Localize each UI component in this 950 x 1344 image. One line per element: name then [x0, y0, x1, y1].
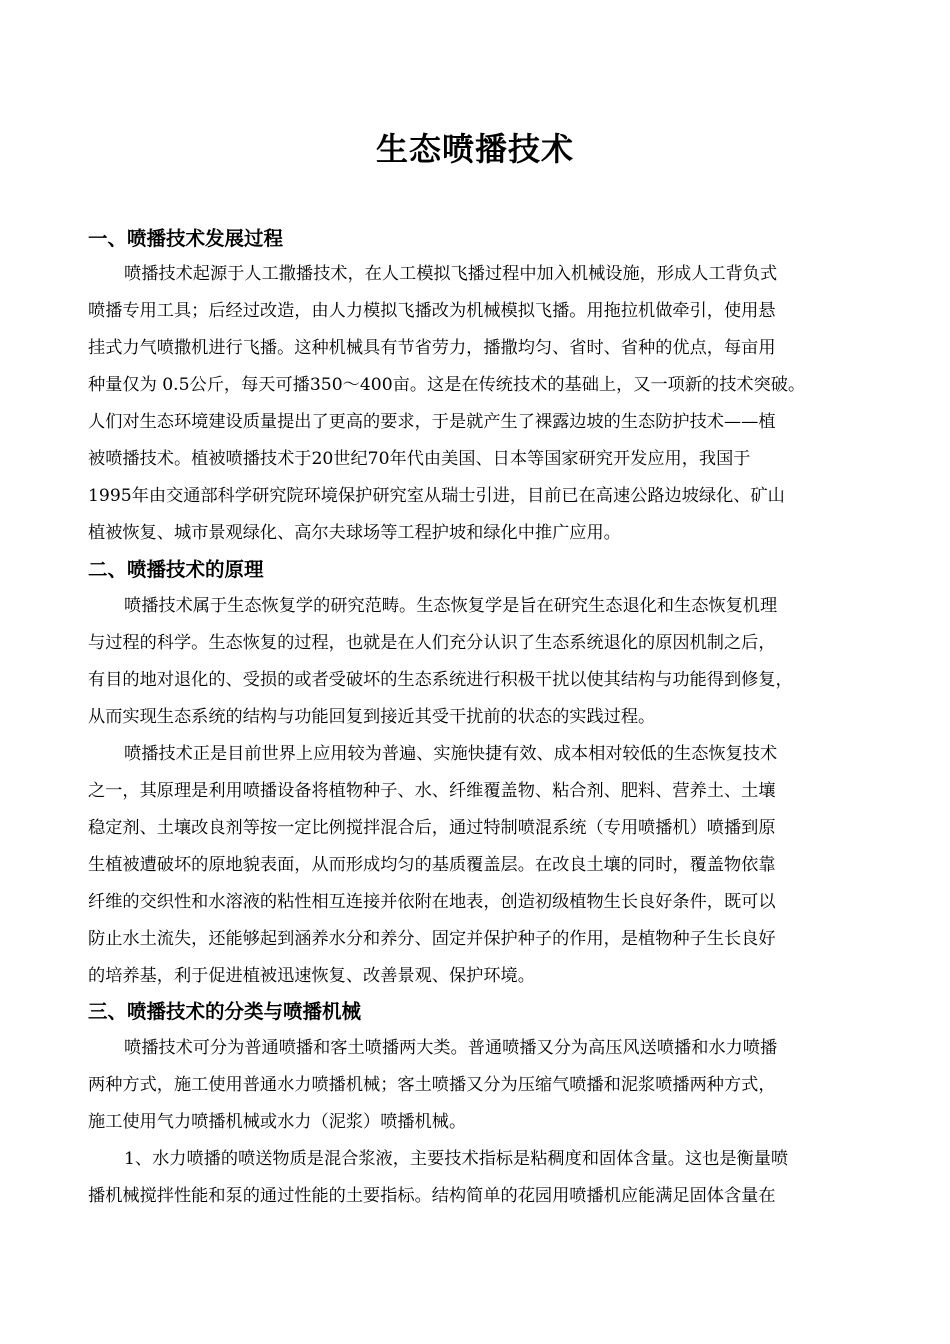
paragraph-line: 被喷播技术。植被喷播技术于20世纪70年代由美国、日本等国家研究开发应用，我国于 — [88, 449, 751, 469]
paragraph-line: 喷播专用工具；后经过改造，由人力模拟飞播改为机械模拟飞播。用拖拉机做牵引，使用悬 — [88, 301, 776, 321]
paragraph-line: 稳定剂、土壤改良剂等按一定比例搅拌混合后，通过特制喷混系统（专用喷播机）喷播到原 — [88, 818, 776, 838]
paragraph-line: 从而实现生态系统的结构与功能回复到接近其受干扰前的状态的实践过程。 — [88, 707, 656, 727]
document-title: 生态喷播技术 — [375, 130, 574, 168]
paragraph-line: 与过程的科学。生态恢复的过程，也就是在人们充分认识了生态系统退化的原因机制之后， — [88, 633, 776, 653]
paragraph-line: 之一，其原理是利用喷播设备将植物种子、水、纤维覆盖物、粘合剂、肥料、营养土、土壤 — [88, 781, 776, 801]
paragraph-line: 喷播技术可分为普通喷播和客土喷播两大类。普通喷播又分为高压风送喷播和水力喷播 — [124, 1038, 778, 1058]
paragraph-line: 喷播技术正是目前世界上应用较为普遍、实施快捷有效、成本相对较低的生态恢复技术 — [124, 744, 778, 764]
paragraph-line: 播机械搅拌性能和泵的通过性能的土要指标。结构简单的花园用喷播机应能满足固体含量在 — [88, 1186, 776, 1206]
paragraph-line: 挂式力气喷撒机进行飞播。这种机械具有节省劳力，播撒均匀、省时、省种的优点，每亩用 — [88, 338, 776, 358]
paragraph-line: 种量仅为 0.5公斤，每天可播350～400亩。这是在传统技术的基础上，又一项新的技术突破。 — [88, 375, 806, 395]
paragraph-line: 防止水土流失，还能够起到涵养水分和养分、固定并保护种子的作用，是植物种子生长良好 — [88, 929, 776, 949]
paragraph-line: 1、水力喷播的喷送物质是混合浆液，主要技术指标是粘稠度和固体含量。这也是衡量喷 — [124, 1149, 789, 1169]
paragraph-line: 施工使用气力喷播机械或水力（泥浆）喷播机械。 — [88, 1112, 467, 1132]
paragraph-line: 喷播技术起源于人工撒播技术，在人工模拟飞播过程中加入机械设施，形成人工背负式 — [124, 264, 778, 284]
section-heading-3: 三、喷播技术的分类与喷播机械 — [88, 1000, 362, 1023]
paragraph-line: 1995年由交通部科学研究院环境保护研究室从瑞士引进，目前已在高速公路边坡绿化、矿山 — [88, 486, 785, 506]
paragraph-line: 喷播技术属于生态恢复学的研究范畴。生态恢复学是旨在研究生态退化和生态恢复机理 — [124, 596, 778, 616]
paragraph-line: 两种方式，施工使用普通水力喷播机械；客土喷播又分为压缩气喷播和泥浆喷播两种方式， — [88, 1075, 776, 1095]
section-heading-1: 一、喷播技术发展过程 — [88, 227, 284, 250]
paragraph-line: 纤维的交织性和水溶液的粘性相互连接并依附在地表，创造初级植物生长良好条件，既可以 — [88, 892, 776, 912]
paragraph-line: 的培养基，利于促进植被迅速恢复、改善景观、保护环境。 — [88, 966, 535, 986]
paragraph-line: 人们对生态环境建设质量提出了更高的要求，于是就产生了裸露边坡的生态防护技术——植 — [88, 412, 776, 432]
section-heading-2: 二、喷播技术的原理 — [88, 558, 264, 581]
paragraph-line: 生植被遭破坏的原地貌表面，从而形成均匀的基质覆盖层。在改良土壤的同时，覆盖物依靠 — [88, 855, 776, 875]
paragraph-line: 植被恢复、城市景观绿化、高尔夫球场等工程护坡和绿化中推广应用。 — [88, 523, 621, 543]
paragraph-line: 有目的地对退化的、受损的或者受破坏的生态系统进行积极干扰以使其结构与功能得到修复， — [88, 670, 793, 690]
